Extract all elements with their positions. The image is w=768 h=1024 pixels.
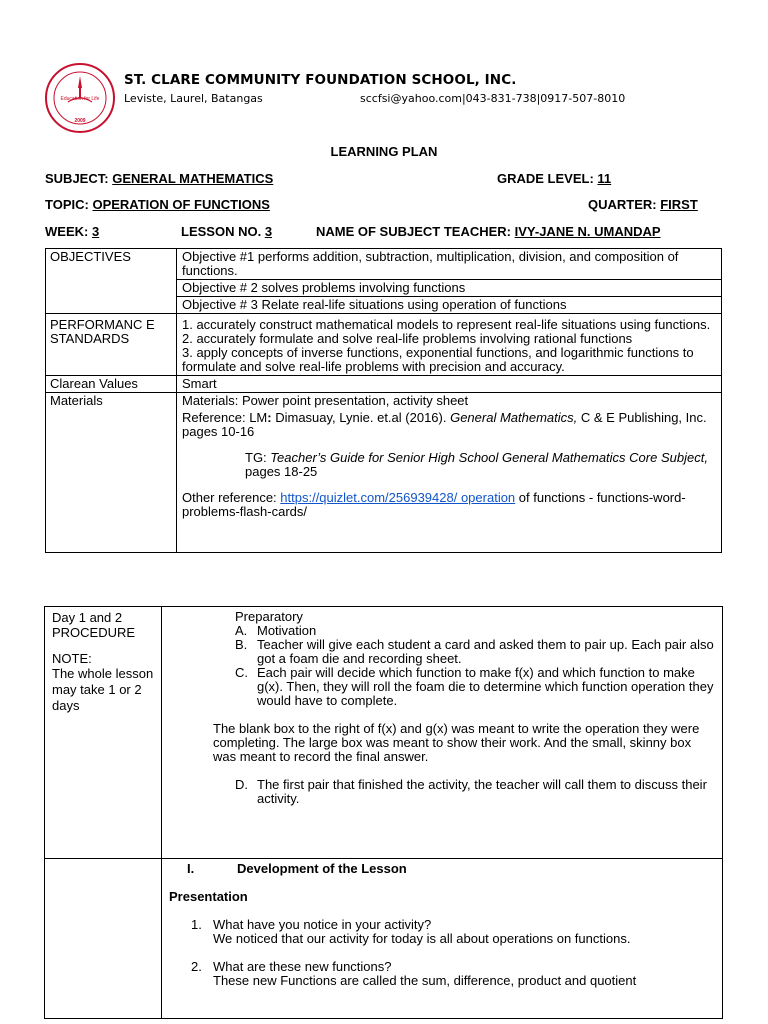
standard-3: 3. apply concepts of inverse functions, exponential functions, and logarithmic functions to formulate and solve real-life problems with precision and accuracy.: [182, 345, 694, 374]
development-heading: I. Development of the Lesson: [187, 861, 407, 876]
table-row: [46, 249, 722, 280]
reference-line: Reference: LM: Dimasuay, Lynie. et.al (2016). General Mathematics, C & E Publishing, Inc. pages 10-16: [182, 410, 707, 439]
table-row: [46, 393, 722, 553]
list-item: C. Each pair will decide which function to make f(x) and which function to make g(x). Then, they will roll the foam die to determine which function operation they would have to complete.: [235, 665, 714, 708]
school-address: Leviste, Laurel, Batangas: [124, 92, 263, 105]
preparatory-heading: Preparatory: [235, 609, 303, 624]
lesson-line: [181, 224, 272, 239]
school-contact: sccfsi@yahoo.com|043-831-738|0917-507-8010: [360, 92, 626, 105]
week-label: WEEK:: [45, 224, 89, 239]
svg-text:2009: 2009: [74, 118, 86, 124]
school-seal-logo: [44, 62, 116, 134]
lesson-value: 3: [264, 224, 273, 239]
list-item: 1. What have you notice in your activity? We noticed that our activity for today is all about operations on functions.: [191, 917, 631, 946]
svg-text:Education for Life: Education for Life: [60, 96, 100, 102]
note-text: The whole lesson may take 1 or 2 days: [52, 666, 154, 713]
table-row: [46, 314, 722, 376]
grade-value: 11: [597, 171, 612, 186]
objective-1: Objective #1 performs addition, subtraction, multiplication, division, and composition of functions.: [177, 249, 722, 280]
table-row: [46, 376, 722, 393]
note-label: NOTE:: [52, 651, 92, 666]
page-title: LEARNING PLAN: [330, 144, 438, 159]
objective-2: Objective # 2 solves problems involving functions: [177, 280, 722, 297]
materials-line: Materials: Power point presentation, activity sheet: [182, 393, 469, 408]
tg-line: TG: Teacher’s Guide for Senior High School General Mathematics Core Subject, pages 18-25: [245, 450, 708, 479]
activity-paragraph: The blank box to the right of f(x) and g(x) was meant to write the operation they were completing. The large box was meant to show their work. And the small, skinny box was meant to record the final answer.: [213, 721, 700, 764]
standard-1: 1. accurately construct mathematical models to represent real-life situations using functions.: [182, 317, 711, 332]
table-row: [45, 607, 723, 859]
quarter-value: FIRST: [660, 197, 698, 212]
quarter-line: [588, 197, 698, 212]
procedure-label-cell: [45, 607, 162, 859]
week-line: [45, 224, 99, 239]
quarter-label: QUARTER:: [588, 197, 657, 212]
grade-label: GRADE LEVEL:: [497, 171, 594, 186]
list-item: A. Motivation: [235, 623, 317, 638]
teacher-line: [316, 224, 661, 239]
teacher-label: NAME OF SUBJECT TEACHER:: [316, 224, 512, 239]
list-item: 2. What are these new functions? These new Functions are called the sum, difference, product and quotient: [191, 959, 637, 988]
day-label: Day 1 and 2 PROCEDURE: [52, 610, 136, 640]
other-reference-line: Other reference: https://quizlet.com/256939428/ operation of functions - functions-word-problems-flash-cards/: [182, 490, 686, 519]
subject-line: [45, 171, 273, 186]
values-label: Clarean Values: [46, 376, 177, 393]
topic-label: TOPIC:: [45, 197, 89, 212]
values-value: Smart: [177, 376, 722, 393]
topic-line: [45, 197, 270, 212]
grade-line: [497, 171, 611, 186]
school-name: ST. CLARE COMMUNITY FOUNDATION SCHOOL, INC.: [124, 72, 517, 88]
quizlet-link[interactable]: https://quizlet.com/256939428/ operation: [280, 490, 516, 505]
subject-value: GENERAL MATHEMATICS: [112, 171, 274, 186]
materials-content: [177, 393, 722, 553]
objective-3: Objective # 3 Relate real-life situations using operation of functions: [177, 297, 722, 314]
performance-label: PERFORMANC E STANDARDS: [46, 314, 177, 376]
presentation-heading: Presentation: [169, 889, 248, 904]
table-row: [45, 859, 723, 1019]
objectives-table: [45, 248, 722, 553]
performance-standards: [177, 314, 722, 376]
week-value: 3: [91, 224, 100, 239]
topic-value: OPERATION OF FUNCTIONS: [92, 197, 270, 212]
list-item: B. Teacher will give each student a card and asked them to pair up. Each pair also got a foam die and recording sheet.: [235, 637, 714, 666]
preparatory-cell: [162, 607, 723, 859]
development-cell: [162, 859, 723, 1019]
procedure-table: [44, 606, 723, 1019]
objectives-label: OBJECTIVES: [46, 249, 177, 314]
lesson-label: LESSON NO.: [181, 224, 262, 239]
teacher-value: IVY-JANE N. UMANDAP: [514, 224, 661, 239]
list-item: D. The first pair that finished the activity, the teacher will call them to discuss their activity.: [235, 777, 707, 806]
empty-label-cell: [45, 859, 162, 1019]
standard-2: 2. accurately formulate and solve real-life problems involving rational functions: [182, 331, 633, 346]
materials-label: Materials: [46, 393, 177, 553]
subject-label: SUBJECT:: [45, 171, 109, 186]
